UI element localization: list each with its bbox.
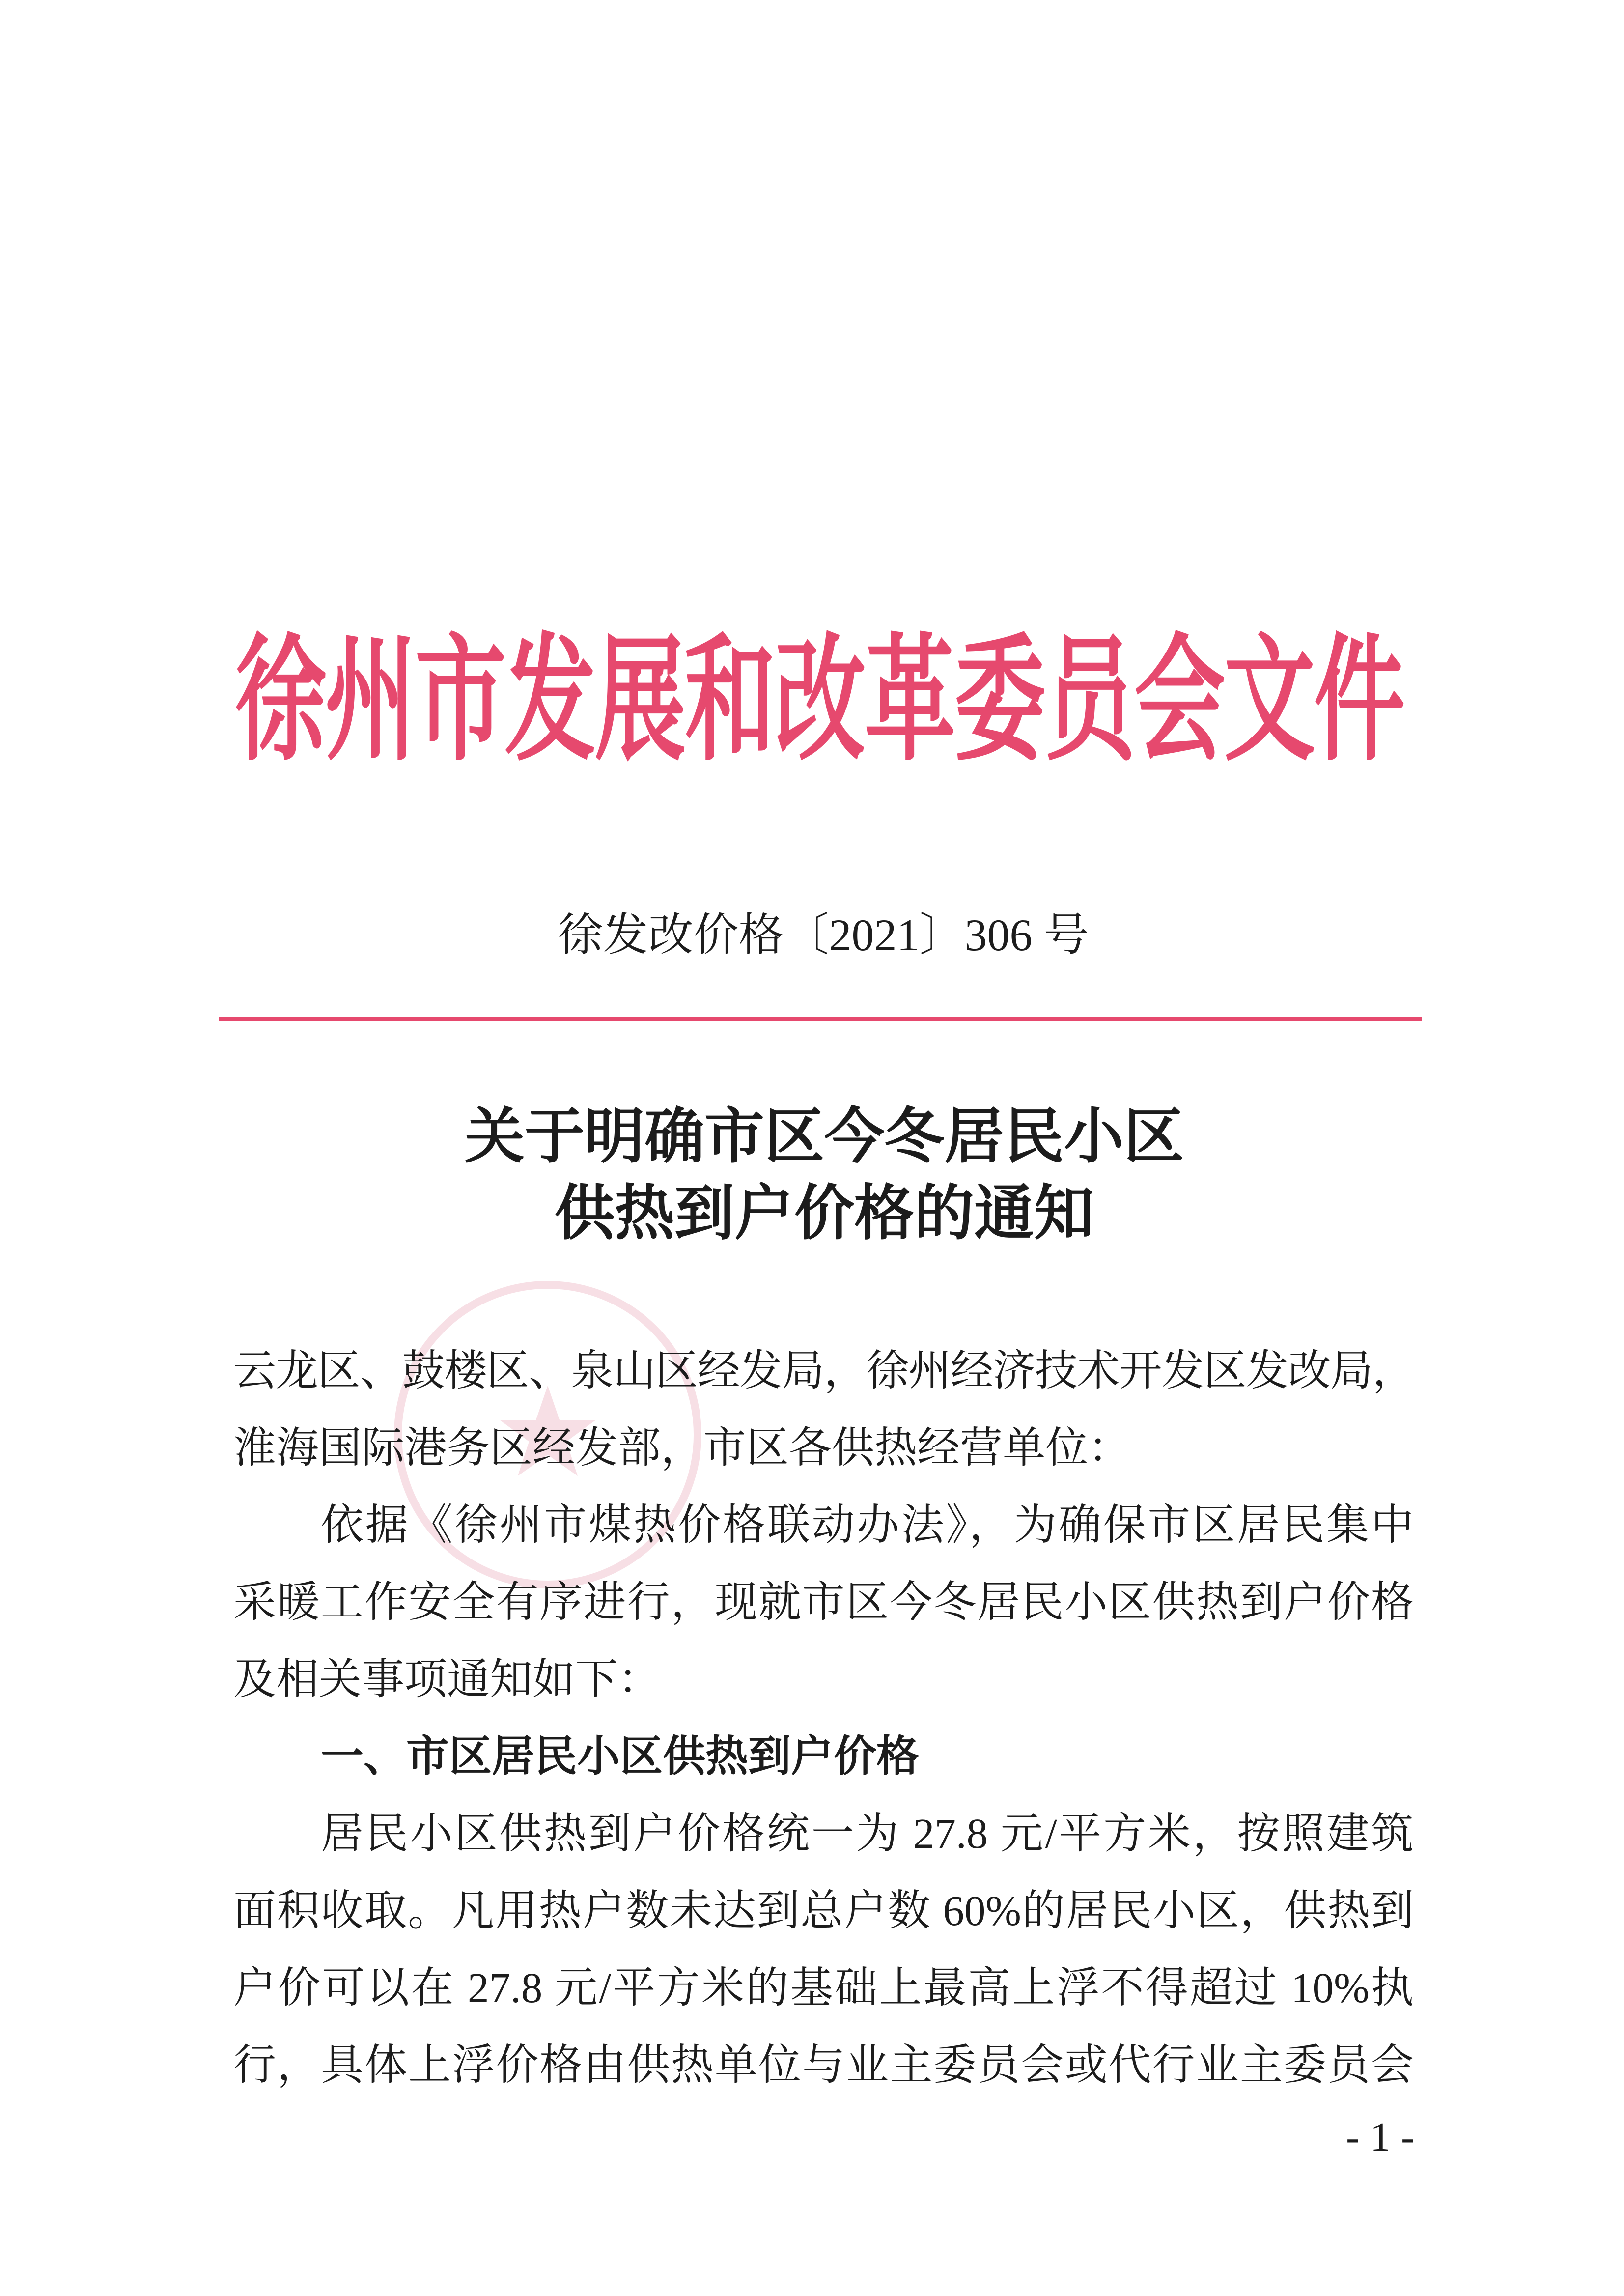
addressee-line: 云龙区、鼓楼区、泉山区经发局，徐州经济技术开发区发改局， [233, 1347, 1414, 1394]
body-line: 行，具体上浮价格由供热单位与业主委员会或代行业主委员会 [233, 2041, 1414, 2089]
body-line: 采暖工作安全有序进行，现就市区今冬居民小区供热到户价格 [233, 1578, 1414, 1626]
body-line: 及相关事项通知如下： [233, 1655, 661, 1703]
body-line: 居民小区供热到户价格统一为 27.8 元/平方米，按照建筑 [321, 1810, 1414, 1857]
red-divider-rule [219, 1017, 1422, 1021]
body-line: 面积收取。凡用热户数未达到总户数 60%的居民小区，供热到 [233, 1887, 1414, 1934]
masthead-title: 徐州市发展和改革委员会文件 [235, 626, 1404, 778]
page-number: - 1 - [1346, 2114, 1415, 2160]
document-number: 徐发改价格〔2021〕306 号 [558, 910, 1089, 960]
document-title-line-1: 关于明确市区今冬居民小区 [465, 1104, 1184, 1170]
body-line: 依据《徐州市煤热价格联动办法》，为确保市区居民集中 [321, 1501, 1414, 1549]
section-heading: 一、市区居民小区供热到户价格 [321, 1732, 919, 1780]
body-line: 户价可以在 27.8 元/平方米的基础上最高上浮不得超过 10%执 [233, 1964, 1414, 2012]
addressee-line: 淮海国际港务区经发部，市区各供热经营单位： [233, 1424, 1131, 1472]
document-body [233, 1332, 1414, 2103]
document-title-line-2: 供热到户价格的通知 [555, 1181, 1094, 1247]
